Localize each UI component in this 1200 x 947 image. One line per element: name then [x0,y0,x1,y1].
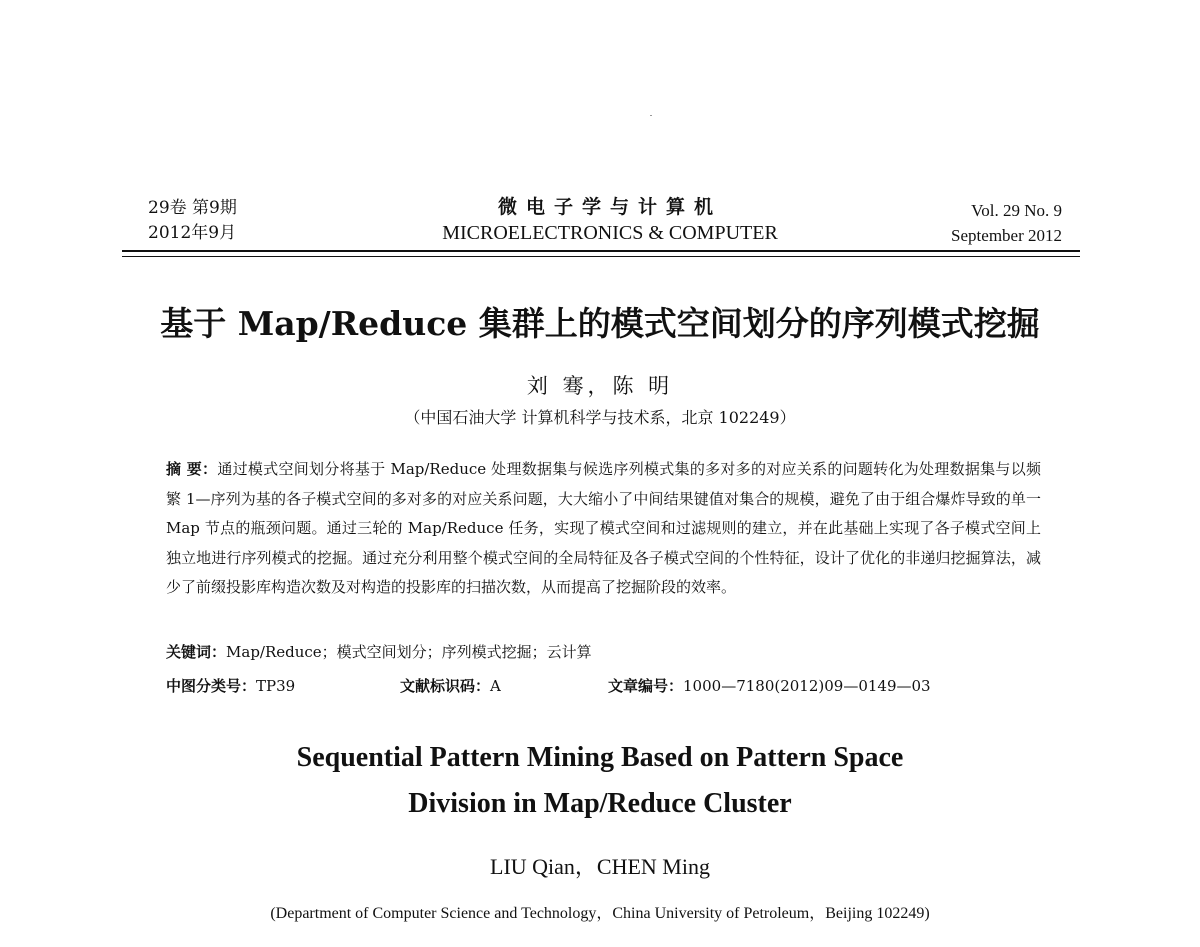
date-en: September 2012 [951,226,1062,245]
journal-name-en: MICROELECTRONICS & COMPUTER [442,222,778,244]
abstract-text: 通过模式空间划分将基于 Map/Reduce 处理数据集与候选序列模式集的多对多的对应关系的问题转化为处理数据集与以频繁 1—序列为基的各子模式空间的多对多的对应关系问题，大大缩小了中间结果键值对集合的规模，避免了由于组合爆炸导致的单一 Map 节点的瓶颈问题。通过三轮的 Map/Reduce 任务，实现了模式空间和过滤规则的建立，并在此基础上实现了各子模式空间上独立地进行序列模式的挖掘。通过充分利用整个模式空间的全局特征及各子模式空间的个性特征，设计了优化的非递归挖掘算法，减少了前缀投影库构造次数及对构造的投影库的扫描次数，从而提高了挖掘阶段的效率。 [166,460,1041,597]
article-no-group [608,673,931,699]
doc-code-label: 文献标识码： [400,677,491,695]
header-right [951,198,1062,248]
authors-cn: 刘 骞，陈 明 [526,374,674,398]
date-cn: 2012年9月 [148,223,237,243]
keywords-text: Map/Reduce；模式空间划分；序列模式挖掘；云计算 [226,643,592,661]
clc-label: 中图分类号： [166,677,257,695]
clc-value: TP39 [256,677,296,695]
article-no-label: 文章编号： [608,677,684,695]
header-rule-thin [122,256,1080,257]
volume-issue-en: Vol. 29 No. 9 [971,201,1062,220]
journal-name-cn: 微电子学与计算机 [497,196,722,218]
affiliation-en: (Department of Computer Science and Technology，China University of Petroleum，Beijing 102249) [270,905,930,922]
paper-title-en-line2: Division in Map/Reduce Cluster [408,788,792,819]
article-no-value: 1000—7180(2012)09—0149—03 [683,677,931,695]
affiliation-cn: （中国石油大学 计算机科学与技术系，北京 102249） [404,408,796,427]
scan-speck [650,115,652,116]
paper-title-cn: 基于 Map/Reduce 集群上的模式空间划分的序列模式挖掘 [160,304,1040,343]
keywords [166,639,1041,665]
abstract-label: 摘 要： [166,460,218,478]
keywords-label: 关键词： [166,643,227,661]
abstract [166,455,1041,603]
volume-issue-cn: 29卷 第9期 [148,198,237,218]
clc-group [166,673,295,699]
header-left [148,196,237,246]
authors-en: LIU Qian，CHEN Ming [490,854,710,879]
paper-title-en [100,735,1100,827]
header-center [400,194,820,246]
doc-code-group [400,673,501,699]
header-rule-thick [122,250,1080,252]
doc-code-value: A [490,677,501,695]
paper-title-en-line1: Sequential Pattern Mining Based on Pattern Space [296,742,904,773]
